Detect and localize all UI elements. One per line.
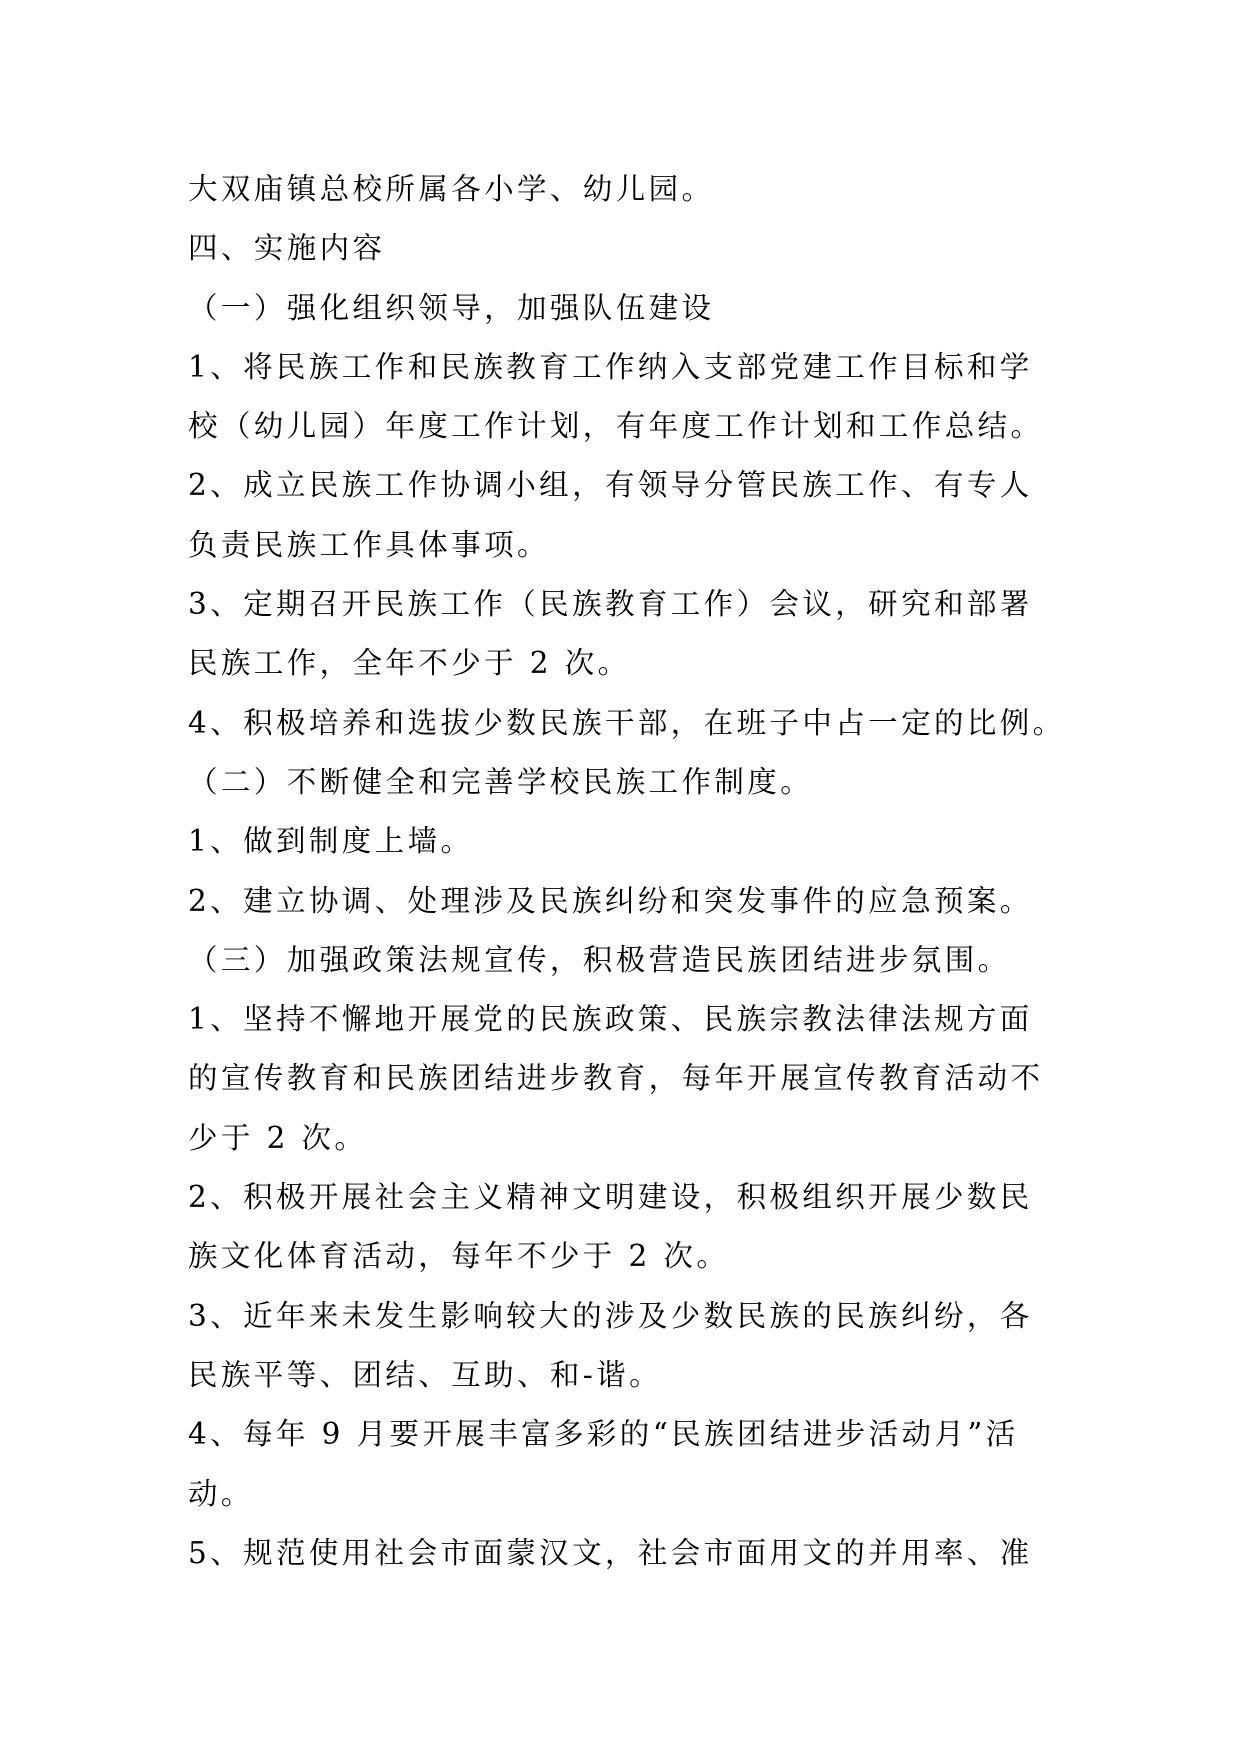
text-line: 少于 2 次。: [188, 1120, 368, 1155]
text-line: 族文化体育活动，每年不少于 2 次。: [188, 1239, 730, 1274]
text-line: 3、近年来未发生影响较大的涉及少数民族的民族纠纷，各: [188, 1298, 1033, 1333]
text-line: 1、将民族工作和民族教育工作纳入支部党建工作目标和学: [188, 349, 1033, 384]
text-line: 负责民族工作具体事项。: [188, 527, 550, 562]
text-line: 大双庙镇总校所属各小学、幼儿园。: [188, 172, 715, 206]
text-line: 2、成立民族工作协调小组，有领导分管民族工作、有专人: [188, 468, 1033, 503]
text-line: 校（幼儿园）年度工作计划，有年度工作计划和工作总结。: [188, 409, 1044, 444]
text-line: 4、每年 9 月要开展丰富多彩的“民族团结进步活动月”活: [188, 1417, 1019, 1452]
subsection-heading: （一）强化组织领导，加强队伍建设: [188, 290, 715, 325]
text-line: 民族平等、团结、互助、和-谐。: [188, 1357, 662, 1392]
text-line: 1、坚持不懈地开展党的民族政策、民族宗教法律法规方面: [188, 1002, 1033, 1037]
text-line: 动。: [188, 1476, 254, 1511]
document-body: [188, 160, 1088, 1583]
text-line: 的宣传教育和民族团结进步教育，每年开展宣传教育活动不: [188, 1061, 1044, 1096]
subsection-heading: （二）不断健全和完善学校民族工作制度。: [188, 764, 814, 799]
text-line: 4、积极培养和选拔少数民族干部，在班子中占一定的比例。: [188, 705, 1066, 740]
text-line: 2、建立协调、处理涉及民族纠纷和突发事件的应急预案。: [188, 883, 1033, 918]
section-heading: 四、实施内容: [188, 231, 386, 266]
text-line: 3、定期召开民族工作（民族教育工作）会议，研究和部署: [188, 587, 1033, 622]
subsection-heading: （三）加强政策法规宣传，积极营造民族团结进步氛围。: [188, 942, 1011, 977]
text-line: 1、做到制度上墙。: [188, 824, 474, 859]
text-line: 2、积极开展社会主义精神文明建设，积极组织开展少数民: [188, 1180, 1033, 1215]
text-line: 民族工作，全年不少于 2 次。: [188, 646, 631, 681]
text-line: 5、规范使用社会市面蒙汉文，社会市面用文的并用率、准: [188, 1535, 1033, 1570]
